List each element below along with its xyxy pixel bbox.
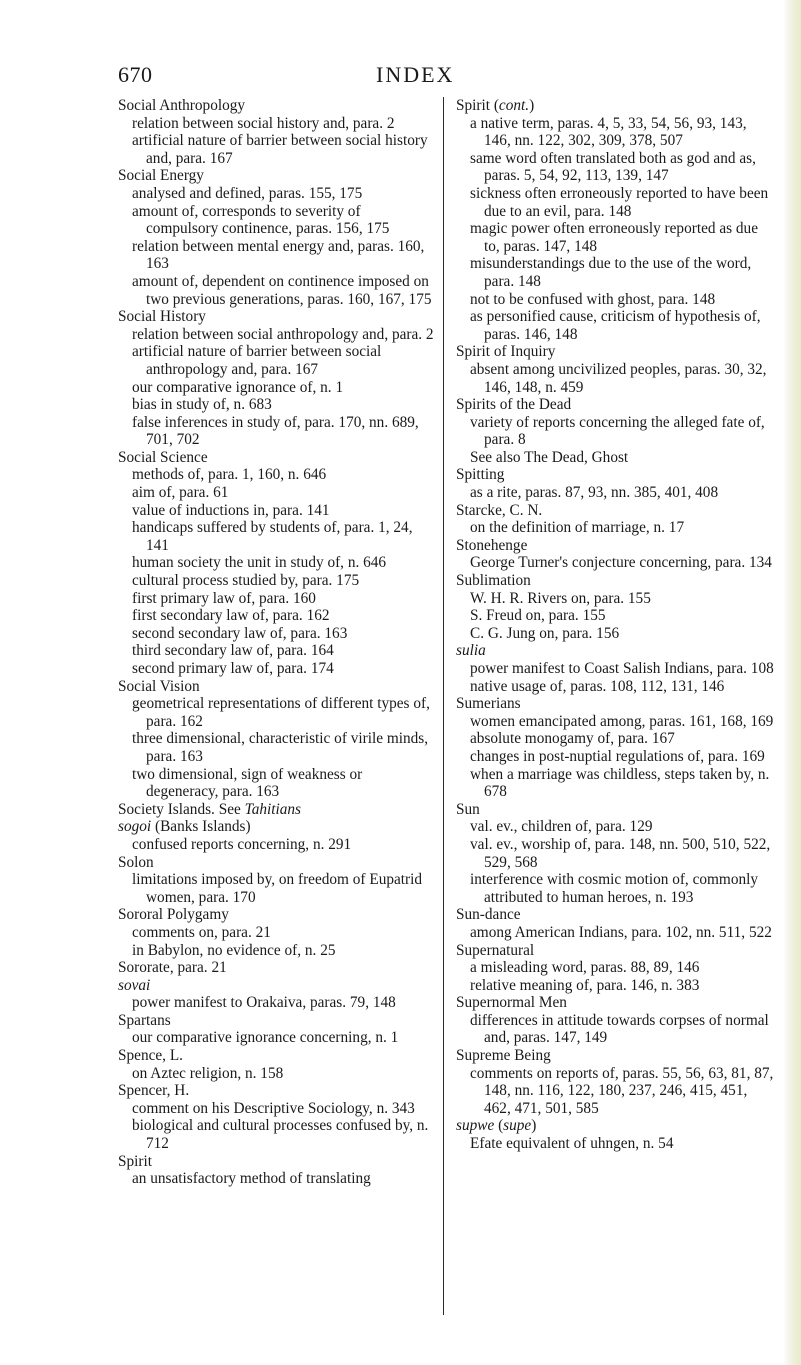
entry-heading: [456, 396, 776, 414]
entry-heading: [456, 537, 776, 555]
index-entry: [456, 97, 776, 343]
entry-heading: [456, 994, 776, 1012]
entry-heading-text: Social Science: [118, 448, 208, 466]
entry-heading: [118, 167, 436, 185]
entry-heading: [456, 1117, 776, 1135]
entry-heading: [118, 906, 436, 924]
entry-subheading: in Babylon, no evidence of, n. 25: [132, 941, 336, 959]
entry-subheading: as personified cause, criticism of hypothesis of, paras. 146, 148: [470, 308, 761, 343]
entry-subheading: misunderstandings due to the use of the word, para. 148: [470, 255, 752, 290]
entry-subheading: W. H. R. Rivers on, para. 155: [470, 589, 651, 607]
entry-subheading: three dimensional, characteristic of virile minds, para. 163: [132, 730, 429, 765]
entry-subheading: power manifest to Orakaiva, paras. 79, 148: [132, 994, 396, 1012]
entry-heading: [456, 343, 776, 361]
entry-subheading: on Aztec religion, n. 158: [132, 1064, 284, 1082]
entry-heading: [118, 1047, 436, 1065]
entry-heading-text: Social Vision: [118, 677, 200, 695]
entry-heading: [118, 801, 436, 819]
entry-subheading: native usage of, paras. 108, 112, 131, 146: [470, 677, 725, 695]
entry-heading-text: Starcke, C. N.: [456, 501, 543, 519]
index-entry: [118, 308, 436, 449]
index-entry: [456, 906, 776, 941]
entry-subheading: differences in attitude towards corpses of normal and, paras. 147, 149: [470, 1011, 769, 1047]
index-entry: [118, 977, 436, 1012]
entry-subheading: an unsatisfactory method of translating: [132, 1170, 371, 1188]
entry-heading: [118, 449, 436, 467]
entry-subheading: bias in study of, n. 683: [132, 396, 272, 414]
index-entry: [456, 1047, 776, 1117]
index-entry: [118, 906, 436, 959]
entry-subheading: a misleading word, paras. 88, 89, 146: [470, 959, 700, 977]
entry-subheading: value of inductions in, para. 141: [132, 501, 330, 519]
index-entry: [456, 695, 776, 801]
index-entry: [118, 1047, 436, 1082]
entry-subheading: not to be confused with ghost, para. 148: [470, 290, 716, 308]
entry-heading-text: Social History: [118, 308, 206, 326]
entry-heading: [118, 854, 436, 872]
entry-heading: [456, 906, 776, 924]
entry-heading-italic-lead: sulia: [456, 642, 486, 660]
index-entry: [456, 502, 776, 537]
entry-heading: [118, 678, 436, 696]
entry-subheading: sickness often erroneously reported to have been due to an evil, para. 148: [470, 184, 769, 220]
entry-heading: [456, 1047, 776, 1065]
entry-subheading: val. ev., worship of, para. 148, nn. 500, 510, 522, 529, 568: [470, 835, 771, 871]
entry-heading-italic-lead: sogoi: [118, 818, 152, 836]
entry-heading: [118, 308, 436, 326]
index-entry: [118, 854, 436, 907]
entry-heading: [118, 1153, 436, 1171]
entry-subheading: Efate equivalent of uhngen, n. 54: [470, 1135, 674, 1153]
entry-subheading: magic power often erroneously reported as due to, paras. 147, 148: [470, 220, 758, 255]
running-head: INDEX: [376, 62, 455, 87]
entry-subheading: second secondary law of, para. 163: [132, 624, 348, 642]
entry-heading: [118, 97, 436, 115]
entry-subheading: analysed and defined, paras. 155, 175: [132, 184, 363, 202]
entry-subheading: human society the unit in study of, n. 646: [132, 554, 387, 572]
index-entry: [456, 343, 776, 396]
entry-subheading: women emancipated among, paras. 161, 168, 169: [470, 712, 774, 730]
entry-subheading: relation between mental energy and, paras. 160, 163: [132, 237, 425, 273]
entry-subheading: as a rite, paras. 87, 93, nn. 385, 401, 408: [470, 484, 719, 502]
entry-subheading: artificial nature of barrier between social anthropology and, para. 167: [132, 343, 382, 378]
entry-heading: [456, 942, 776, 960]
entry-subheading: relation between social anthropology and, para. 2: [132, 325, 434, 343]
entry-heading-italic: Tahitians: [244, 800, 302, 818]
entry-heading: [456, 466, 776, 484]
entry-heading-text: (: [494, 1117, 504, 1135]
index-entry: [118, 167, 436, 308]
entry-heading: [456, 502, 776, 520]
entry-heading-text: Social Anthropology: [118, 97, 246, 114]
entry-subheading: confused reports concerning, n. 291: [132, 835, 352, 853]
entry-heading: [456, 801, 776, 819]
entry-subheading: comment on his Descriptive Sociology, n. 343: [132, 1099, 415, 1117]
entry-heading-italic: supe: [503, 1117, 532, 1135]
column-divider: [443, 97, 444, 1315]
entry-heading: [118, 1012, 436, 1030]
entry-heading-text: Sublimation: [456, 572, 531, 590]
entry-subheading: first primary law of, para. 160: [132, 589, 316, 607]
entry-heading-text: Sororal Polygamy: [118, 906, 229, 924]
entry-heading-text: Spirits of the Dead: [456, 396, 572, 414]
entry-heading-text: Spirit (: [456, 97, 499, 114]
entry-heading-text: Spartans: [118, 1011, 171, 1029]
entry-heading-text: (Banks Islands): [151, 818, 251, 836]
entry-heading: [118, 959, 436, 977]
entry-heading-text: Sumerians: [456, 695, 521, 713]
index-entry: [118, 678, 436, 801]
entry-subheading: geometrical representations of different types of, para. 162: [132, 695, 430, 730]
entry-subheading: among American Indians, para. 102, nn. 511, 522: [470, 923, 772, 941]
entry-subheading: biological and cultural processes confused by, n. 712: [132, 1117, 429, 1153]
entry-subheading: false inferences in study of, para. 170, nn. 689, 701, 702: [132, 413, 419, 449]
index-entry: [118, 959, 436, 977]
entry-subheading: methods of, para. 1, 160, n. 646: [132, 466, 327, 484]
entry-heading-text: Sun-dance: [456, 906, 521, 924]
entry-subheading: aim of, para. 61: [132, 484, 229, 502]
index-entry: [456, 572, 776, 642]
entry-heading-text: Spirit: [118, 1152, 152, 1170]
entry-subheading: third secondary law of, para. 164: [132, 642, 334, 660]
entry-subheading: when a marriage was childless, steps taken by, n. 678: [470, 765, 770, 801]
entry-subheading: George Turner's conjecture concerning, para. 134: [470, 554, 772, 572]
entry-subheading: relation between social history and, para. 2: [132, 114, 395, 132]
index-entry: [456, 537, 776, 572]
entry-subheading: interference with cosmic motion of, commonly attributed to human heroes, n. 193: [470, 871, 759, 906]
entry-subheading: two dimensional, sign of weakness or degeneracy, para. 163: [132, 765, 363, 801]
entry-subheading: artificial nature of barrier between social history and, para. 167: [132, 132, 428, 167]
entry-subheading: same word often translated both as god and as, paras. 5, 54, 92, 113, 139, 147: [470, 149, 756, 185]
page-number: 670: [118, 62, 153, 87]
entry-heading-text: Supreme Being: [456, 1047, 551, 1065]
entry-subheading: handicaps suffered by students of, para. 1, 24, 141: [132, 519, 413, 554]
entry-subheading: our comparative ignorance concerning, n. 1: [132, 1029, 399, 1047]
entry-subheading: power manifest to Coast Salish Indians, para. 108: [470, 660, 774, 677]
entry-subheading: cultural process studied by, para. 175: [132, 572, 360, 590]
entry-heading: [118, 977, 436, 995]
entry-heading: [118, 1082, 436, 1100]
entry-subheading: comments on, para. 21: [132, 923, 271, 941]
entry-subheading: our comparative ignorance of, n. 1: [132, 378, 344, 396]
entry-heading: [118, 818, 436, 836]
index-entry: [118, 97, 436, 167]
entry-subheading: amount of, dependent on continence imposed on two previous generations, paras. 160, 167, 175: [132, 272, 432, 308]
entry-heading-text: Society Islands. See: [118, 800, 245, 818]
entry-heading-text: Spirit of Inquiry: [456, 343, 556, 361]
entry-heading: [456, 695, 776, 713]
entry-heading: [456, 642, 776, 660]
index-entry: [456, 396, 776, 466]
entry-heading-italic-lead: supwe: [456, 1117, 495, 1135]
index-entry: [456, 994, 776, 1047]
entry-heading-italic: cont.: [498, 97, 530, 114]
entry-subheading: limitations imposed by, on freedom of Eupatrid women, para. 170: [132, 871, 423, 906]
entry-subheading: absolute monogamy of, para. 167: [470, 730, 675, 748]
index-entry: [118, 1153, 436, 1188]
page-edge: [783, 0, 801, 1365]
index-entry: [118, 1082, 436, 1152]
entry-subheading: amount of, corresponds to severity of compulsory continence, paras. 156, 175: [132, 202, 390, 238]
index-entry: [456, 942, 776, 995]
entry-heading: [456, 572, 776, 590]
index-entry: [456, 642, 776, 695]
entry-subheading: See also The Dead, Ghost: [470, 448, 629, 466]
entry-heading-tail: ): [531, 1117, 537, 1135]
entry-heading: [456, 97, 776, 115]
entry-heading-text: Solon: [118, 853, 154, 871]
entry-subheading: val. ev., children of, para. 129: [470, 818, 653, 836]
entry-subheading: second primary law of, para. 174: [132, 660, 334, 677]
index-entry: [456, 466, 776, 501]
index-column-right: [456, 97, 776, 1153]
entry-subheading: first secondary law of, para. 162: [132, 607, 330, 625]
entry-subheading: comments on reports of, paras. 55, 56, 63, 81, 87, 148, nn. 116, 122, 180, 237, 246, 415, 451, 462, 471, 501, 585: [470, 1064, 774, 1117]
entry-heading-text: Sun: [456, 800, 480, 818]
entry-heading-text: Social Energy: [118, 167, 204, 185]
entry-heading-tail: ): [529, 97, 535, 114]
entry-subheading: a native term, paras. 4, 5, 33, 54, 56, 93, 143, 146, nn. 122, 302, 309, 378, 507: [470, 114, 747, 150]
index-entry: [118, 1012, 436, 1047]
entry-subheading: absent among uncivilized peoples, paras. 30, 32, 146, 148, n. 459: [470, 360, 767, 396]
entry-heading-text: Stonehenge: [456, 536, 528, 554]
index-entry: [456, 801, 776, 907]
entry-subheading: variety of reports concerning the alleged fate of, para. 8: [470, 413, 765, 449]
entry-heading-text: Spence, L.: [118, 1047, 183, 1065]
entry-heading-text: Sororate, para. 21: [118, 959, 227, 977]
entry-subheading: changes in post-nuptial regulations of, para. 169: [470, 747, 765, 765]
entry-heading-text: Supernatural: [456, 941, 535, 959]
entry-subheading: relative meaning of, para. 146, n. 383: [470, 976, 700, 994]
page-header: [118, 62, 778, 92]
index-column-left: [118, 97, 436, 1188]
entry-heading-text: Spitting: [456, 466, 505, 484]
entry-heading-text: Supernormal Men: [456, 994, 567, 1012]
index-entry: [118, 818, 436, 853]
entry-subheading: on the definition of marriage, n. 17: [470, 519, 685, 537]
entry-subheading: C. G. Jung on, para. 156: [470, 624, 620, 642]
index-entry: [118, 449, 436, 678]
index-entry: [118, 801, 436, 819]
entry-subheading: S. Freud on, para. 155: [470, 607, 606, 625]
entry-heading-italic-lead: sovai: [118, 976, 151, 994]
index-entry: [456, 1117, 776, 1152]
entry-heading-text: Spencer, H.: [118, 1082, 190, 1100]
